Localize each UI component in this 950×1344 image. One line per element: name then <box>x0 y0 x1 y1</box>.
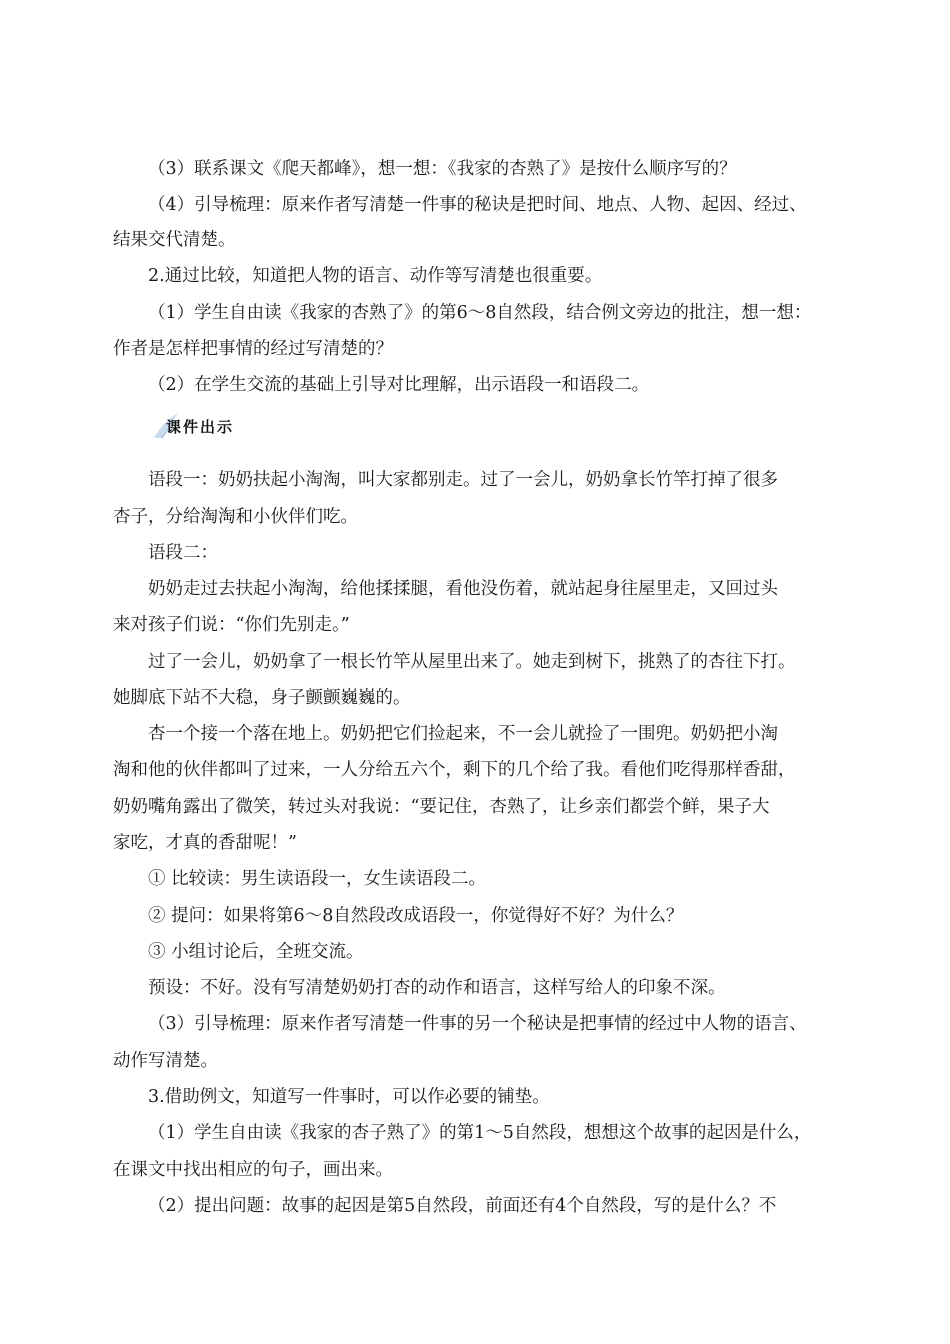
segment-2-p1-line-2: 来对孩子们说：“你们先别走。” <box>113 615 350 635</box>
segment-1-line-1: 语段一：奶奶扶起小淘淘，叫大家都别走。过了一会儿，奶奶拿长竹竿打掉了很多 <box>148 470 778 490</box>
paragraph-4-line-1: （4）引导梳理：原来作者写清楚一件事的秘诀是把时间、地点、人物、起因、经过、 <box>148 195 807 215</box>
section-2-item-2: （2）在学生交流的基础上引导对比理解，出示语段一和语段二。 <box>148 375 650 395</box>
section-3-item-1-line-1: （1）学生自由读《我家的杏子熟了》的第1～5自然段，想想这个故事的起因是什么， <box>148 1123 812 1143</box>
segment-2-title: 语段二： <box>148 543 218 563</box>
section-2-item-3-line-1: （3）引导梳理：原来作者写清楚一件事的另一个秘诀是把事情的经过中人物的语言、 <box>148 1014 807 1034</box>
step-1: ① 比较读：男生读语段一，女生读语段二。 <box>148 869 487 889</box>
segment-2-p3-line-2: 淘和他的伙伴都叫了过来，一人分给五六个，剩下的几个给了我。看他们吃得那样香甜， <box>113 760 796 780</box>
segment-2-p2-line-1: 过了一会儿，奶奶拿了一根长竹竿从屋里出来了。她走到树下，挑熟了的杏往下打。 <box>148 652 796 672</box>
paragraph-4-line-2: 结果交代清楚。 <box>113 230 236 250</box>
section-2-item-1-line-1: （1）学生自由读《我家的杏熟了》的第6～8自然段，结合例文旁边的批注，想一想： <box>148 303 812 323</box>
segment-2-p3-line-1: 杏一个接一个落在地上。奶奶把它们捡起来，不一会儿就捡了一围兜。奶奶把小淘 <box>148 724 778 744</box>
segment-2-p2-line-2: 她脚底下站不大稳，身子颤颤巍巍的。 <box>113 688 411 708</box>
segment-2-p3-line-4: 家吃，才真的香甜呢！” <box>113 833 297 853</box>
step-2: ② 提问：如果将第6～8自然段改成语段一，你觉得好不好？为什么？ <box>148 906 684 926</box>
segment-2-p1-line-1: 奶奶走过去扶起小淘淘，给他揉揉腿，看他没伤着，就站起身往屋里走，又回过头 <box>148 579 778 599</box>
section-3-item-1-line-2: 在课文中找出相应的句子，画出来。 <box>113 1160 393 1180</box>
courseware-badge <box>152 410 272 440</box>
segment-1-line-2: 杏子，分给淘淘和小伙伴们吃。 <box>113 507 358 527</box>
section-3-heading: 3.借助例文，知道写一件事时，可以作必要的铺垫。 <box>148 1087 550 1107</box>
step-3: ③ 小组讨论后，全班交流。 <box>148 942 364 962</box>
segment-2-p3-line-3: 奶奶嘴角露出了微笑，转过头对我说：“要记住，杏熟了，让乡亲们都尝个鲜，果子大 <box>113 797 770 817</box>
paragraph-3: （3）联系课文《爬天都峰》，想一想：《我家的杏熟了》是按什么顺序写的？ <box>148 159 737 179</box>
courseware-badge-label: 课件出示 <box>166 418 235 436</box>
section-2-item-3-line-2: 动作写清楚。 <box>113 1051 218 1071</box>
section-2-heading: 2.通过比较，知道把人物的语言、动作等写清楚也很重要。 <box>148 266 603 286</box>
preset-answer: 预设：不好。没有写清楚奶奶打杏的动作和语言，这样写给人的印象不深。 <box>148 978 726 998</box>
section-2-item-1-line-2: 作者是怎样把事情的经过写清楚的？ <box>113 339 393 359</box>
section-3-item-2: （2）提出问题：故事的起因是第5自然段，前面还有4个自然段，写的是什么？不 <box>148 1196 777 1216</box>
